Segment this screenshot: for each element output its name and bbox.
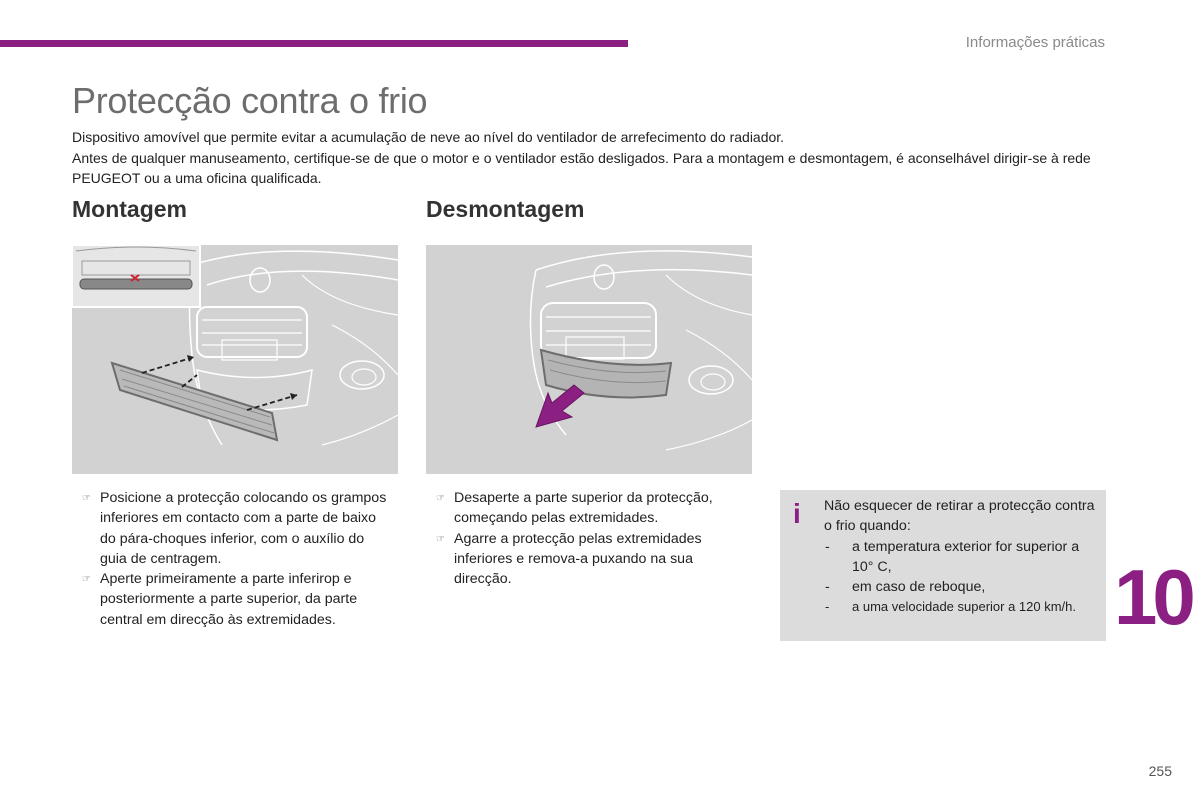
pointing-hand-icon: ☞ [82, 574, 91, 586]
chapter-number: 10 [1114, 553, 1191, 641]
list-item: - em caso de reboque, [825, 579, 986, 596]
step-text: Agarre a protecção pelas extremidades inferiores e remova-a puxando na sua direcção. [454, 530, 702, 588]
list-item [82, 569, 387, 630]
list-item [436, 529, 746, 590]
pointing-hand-icon: ☞ [436, 533, 445, 545]
list-item: - a temperatura exterior for superior a 10° C, [825, 538, 1080, 575]
car-front-install-drawing [72, 245, 398, 474]
info-intro: Não esquecer de retirar a protecção contra o frio quando: [824, 498, 1095, 535]
header-accent-bar [0, 40, 628, 47]
pointing-hand-icon: ☞ [436, 493, 445, 504]
intro-text [72, 127, 1132, 189]
step-text: Desaperte a parte superior da protecção, começando pelas extremidades. [454, 490, 713, 527]
desmontagem-steps [436, 488, 746, 589]
page-number: 255 [1148, 763, 1172, 779]
step-text: Posicione a protecção colocando os grampos inferiores em contacto com a parte de baixo do pára-choques inferior, com o auxílio do guia de centragem. [100, 490, 387, 567]
info-note [780, 490, 1106, 641]
intro-paragraph: Antes de qualquer manuseamento, certifique-se de que o motor e o ventilador estão desligados. Para a montagem e desmontagem, é aconselhável dirigir-se à rede PEUGEOT ou a uma oficina qualificada. [72, 149, 1091, 186]
car-front-removal-drawing [426, 245, 752, 474]
list-item [436, 488, 746, 529]
desmontagem-illustration [426, 245, 752, 474]
list-item [82, 488, 387, 569]
montagem-heading: Montagem [72, 196, 187, 222]
step-text: Aperte primeiramente a parte inferirор e posteriormente a parte superior, da parte central em direcção às extremidades. [100, 571, 358, 628]
montagem-illustration [72, 245, 398, 474]
info-icon: i [793, 498, 801, 529]
desmontagem-heading: Desmontagem [426, 196, 585, 222]
pointing-hand-icon: ☞ [82, 493, 91, 504]
info-list [824, 537, 1100, 618]
info-text [824, 496, 1100, 618]
montagem-steps [82, 488, 387, 630]
section-name: Informações práticas [965, 34, 1105, 51]
page-title: Protecção contra o frio [72, 80, 428, 121]
list-item: - a uma velocidade superior a 120 km/h. [825, 599, 1077, 615]
intro-paragraph: Dispositivo amovível que permite evitar a acumulação de neve ao nível do ventilador de arrefecimento do radiador. [72, 129, 785, 145]
